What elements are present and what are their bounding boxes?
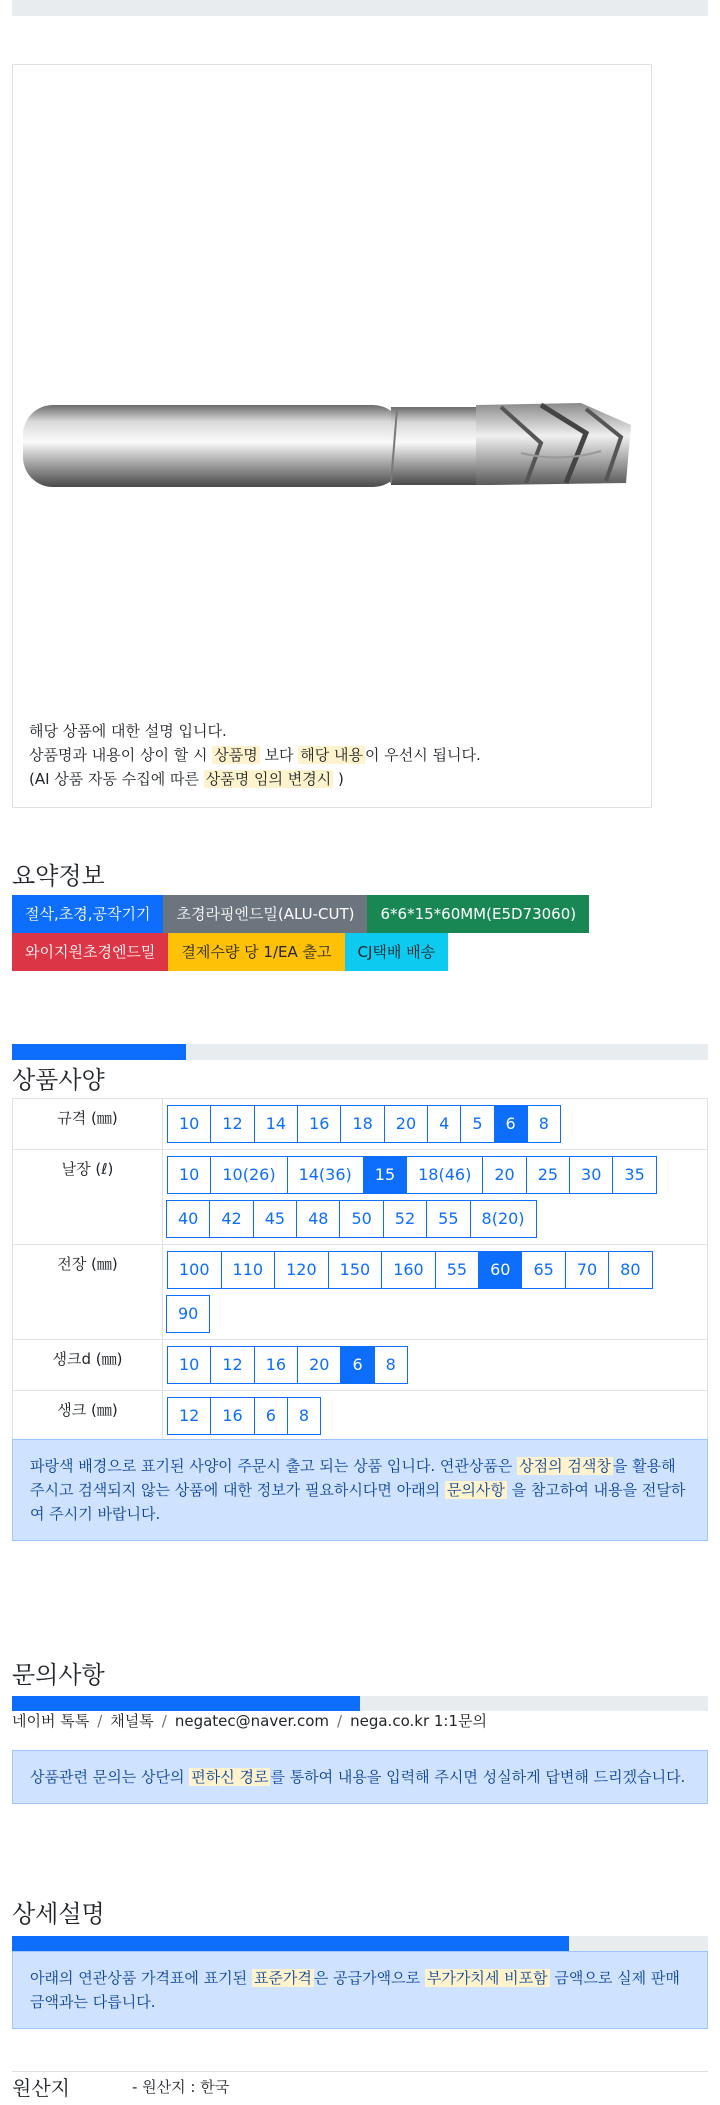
option-button-selected[interactable]: 60 (478, 1251, 522, 1289)
notice-text: 금액으로 실제 판매금액과는 다릅니다. (30, 1969, 680, 2011)
spec-row (13, 1099, 708, 1150)
desc-text: ) (333, 770, 344, 788)
top-bar (12, 0, 708, 16)
summary-title: 요약정보 (12, 862, 105, 890)
option-button[interactable]: 8 (287, 1397, 321, 1435)
option-button[interactable]: 12 (210, 1105, 254, 1143)
badge-model: 6*6*15*60MM(E5D73060) (367, 895, 589, 933)
desc-text: 이 우선시 됩니다. (364, 746, 481, 764)
option-button[interactable]: 50 (339, 1200, 383, 1238)
notice-text: 를 통하여 내용을 입력해 주시면 성실하게 답변해 드리겠습니다. (270, 1768, 686, 1786)
option-button[interactable]: 45 (253, 1200, 297, 1238)
highlight-vat: 부가가치세 비포함 (426, 1969, 548, 1987)
option-button[interactable]: 20 (384, 1105, 428, 1143)
summary-badges-row-2 (12, 933, 448, 971)
badge-category: 절삭,초경,공작기기 (12, 895, 163, 933)
summary-progress-bar (12, 1044, 708, 1060)
option-button[interactable]: 16 (254, 1346, 298, 1384)
option-group (167, 1153, 687, 1241)
option-button-selected[interactable]: 6 (340, 1346, 374, 1384)
highlight-search: 상점의 검색창 (519, 1457, 611, 1475)
option-button[interactable]: 14(36) (287, 1156, 364, 1194)
option-button[interactable]: 16 (210, 1397, 254, 1435)
origin-title: 원산지 (12, 2076, 70, 2100)
spec-label: 생크 (㎜) (13, 1391, 163, 1442)
desc-line-1: 해당 상품에 대한 설명 입니다. (29, 722, 227, 740)
notice-text: 파랑색 배경으로 표기된 사양이 주문시 출고 되는 상품 입니다. 연관상품은 (30, 1457, 518, 1475)
option-button[interactable]: 30 (569, 1156, 613, 1194)
spec-label: 전장 (㎜) (13, 1245, 163, 1340)
spec-table (12, 1098, 708, 1442)
detail-progress-bar (12, 1936, 708, 1951)
option-button[interactable]: 10 (167, 1346, 211, 1384)
end-mill-tool-image (21, 333, 643, 493)
option-button[interactable]: 6 (254, 1397, 288, 1435)
origin-value: - 원산지 : 한국 (132, 2078, 230, 2096)
progress-fill (12, 1936, 569, 1951)
summary-badges-row-1 (12, 895, 589, 933)
spec-row (13, 1150, 708, 1245)
option-button[interactable]: 14 (254, 1105, 298, 1143)
option-button[interactable]: 160 (381, 1251, 436, 1289)
option-button[interactable]: 35 (612, 1156, 656, 1194)
option-button[interactable]: 55 (435, 1251, 479, 1289)
option-button[interactable]: 40 (166, 1200, 210, 1238)
notice-text: 은 공급가액으로 (313, 1969, 425, 1987)
option-button[interactable]: 5 (460, 1105, 494, 1143)
option-button[interactable]: 20 (297, 1346, 341, 1384)
option-group (167, 1343, 687, 1387)
spec-row (13, 1391, 708, 1442)
badge-shipping-qty: 결제수량 당 1/EA 출고 (168, 933, 344, 971)
spec-label: 날장 (ℓ) (13, 1150, 163, 1245)
badge-product-type: 초경라핑엔드밀(ALU-CUT) (163, 895, 367, 933)
spec-label: 생크d (㎜) (13, 1340, 163, 1391)
spec-notice (12, 1439, 708, 1541)
notice-text: 을 활용해 주시고 검색되지 않는 상품에 대한 정보가 필요하시다면 아래의 (30, 1457, 676, 1499)
option-button[interactable]: 10 (167, 1156, 211, 1194)
spec-options (163, 1245, 708, 1340)
progress-fill (12, 1696, 360, 1711)
desc-line-2 (29, 743, 481, 767)
highlight-product-name: 상품명 (214, 746, 258, 764)
spec-label: 규격 (㎜) (13, 1099, 163, 1150)
option-button[interactable]: 80 (608, 1251, 652, 1289)
badge-brand: 와이지원초경엔드밀 (12, 933, 168, 971)
product-description (29, 719, 481, 791)
option-button[interactable]: 10 (167, 1105, 211, 1143)
contact-links (12, 1710, 487, 1731)
option-button[interactable]: 52 (383, 1200, 427, 1238)
option-button[interactable]: 150 (328, 1251, 383, 1289)
option-button[interactable]: 42 (209, 1200, 253, 1238)
detail-title: 상세설명 (12, 1900, 105, 1928)
option-button[interactable]: 90 (166, 1295, 210, 1333)
option-button[interactable]: 20 (482, 1156, 526, 1194)
contact-naver-talk[interactable]: 네이버 톡톡 (12, 1712, 90, 1730)
spec-options (163, 1391, 708, 1442)
highlight-route: 편하신 경로 (191, 1768, 269, 1786)
badge-courier: CJ택배 배송 (345, 933, 449, 971)
option-button[interactable]: 18 (340, 1105, 384, 1143)
option-button-selected[interactable]: 15 (363, 1156, 407, 1194)
option-group (167, 1248, 687, 1336)
contact-email[interactable]: negatec@naver.com (174, 1712, 330, 1730)
highlight-content: 해당 내용 (300, 746, 363, 764)
option-button-selected[interactable]: 6 (494, 1105, 528, 1143)
option-button[interactable]: 18(46) (406, 1156, 483, 1194)
option-button[interactable]: 70 (565, 1251, 609, 1289)
highlight-standard-price: 표준가격 (253, 1969, 312, 1987)
inquiry-notice (12, 1750, 708, 1804)
notice-text: 아래의 연관상품 가격표에 표기된 (30, 1969, 252, 1987)
desc-text: 보다 (259, 746, 299, 764)
notice-text: 을 참고하여 내용을 전달하여 주시기 바랍니다. (30, 1481, 686, 1523)
spec-options (163, 1150, 708, 1245)
spec-title: 상품사양 (12, 1066, 105, 1094)
desc-line-3 (29, 767, 481, 791)
spec-options (163, 1340, 708, 1391)
contact-channel-talk[interactable]: 채널톡 (110, 1712, 154, 1730)
desc-text: 상품명과 내용이 상이 할 시 (29, 746, 213, 764)
spec-options (163, 1099, 708, 1150)
product-card (12, 64, 652, 808)
detail-notice (12, 1951, 708, 2029)
option-button[interactable]: 48 (296, 1200, 340, 1238)
spec-row (13, 1340, 708, 1391)
option-button[interactable]: 100 (167, 1251, 222, 1289)
separator: / (161, 1712, 167, 1730)
contact-website-inquiry[interactable]: nega.co.kr 1:1문의 (350, 1712, 487, 1730)
desc-text: (AI 상품 자동 수집에 따른 (29, 770, 204, 788)
option-button[interactable]: 4 (427, 1105, 461, 1143)
option-button[interactable]: 12 (167, 1397, 211, 1435)
option-button[interactable]: 120 (274, 1251, 329, 1289)
spec-row (13, 1245, 708, 1340)
option-button[interactable]: 10(26) (210, 1156, 287, 1194)
origin-divider (12, 2071, 708, 2072)
option-button[interactable]: 12 (210, 1346, 254, 1384)
option-group (167, 1394, 687, 1438)
option-button[interactable]: 8 (527, 1105, 561, 1143)
option-button[interactable]: 65 (521, 1251, 565, 1289)
progress-fill (12, 1044, 186, 1060)
inquiry-progress-bar (12, 1696, 708, 1711)
option-button[interactable]: 16 (297, 1105, 341, 1143)
separator: / (337, 1712, 343, 1730)
inquiry-title: 문의사항 (12, 1661, 105, 1689)
highlight-name-change: 상품명 임의 변경시 (205, 770, 332, 788)
separator: / (97, 1712, 103, 1730)
option-button[interactable]: 8 (374, 1346, 408, 1384)
option-button[interactable]: 55 (426, 1200, 470, 1238)
option-button[interactable]: 25 (526, 1156, 570, 1194)
highlight-inquiry: 문의사항 (446, 1481, 505, 1499)
option-group (167, 1102, 687, 1146)
option-button[interactable]: 8(20) (470, 1200, 537, 1238)
notice-text: 상품관련 문의는 상단의 (30, 1768, 190, 1786)
option-button[interactable]: 110 (221, 1251, 276, 1289)
